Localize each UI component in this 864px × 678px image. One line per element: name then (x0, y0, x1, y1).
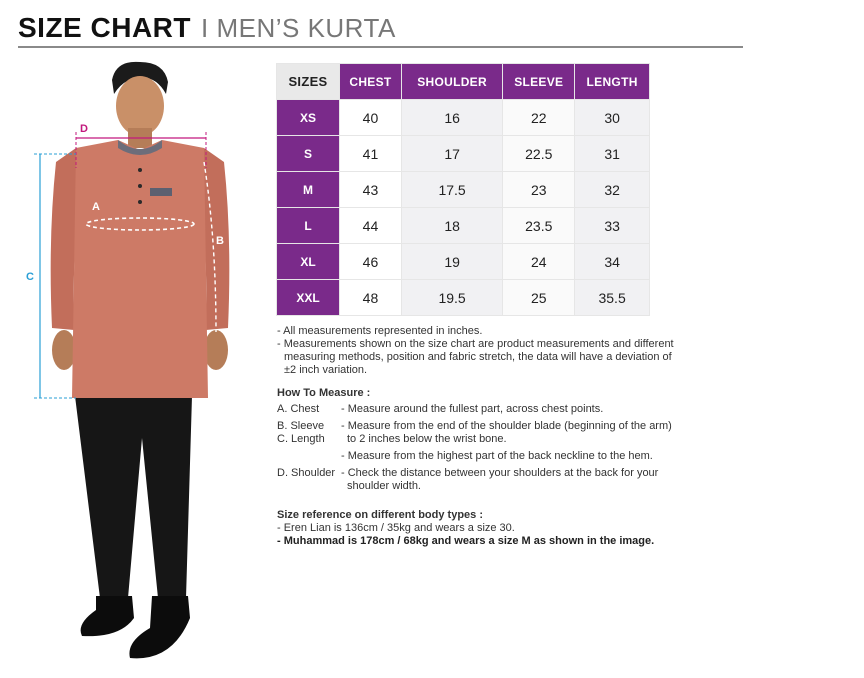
how-to-label: C. Length (277, 433, 325, 445)
table-row (277, 244, 650, 280)
cell-shoulder: 17 (401, 136, 502, 172)
cell-shoulder: 17.5 (401, 172, 502, 208)
cell-chest: 46 (340, 244, 402, 280)
cell-sleeve: 22 (503, 100, 575, 136)
how-to-text: - Measure around the fullest part, across chest points. (341, 403, 604, 415)
cell-sleeve: 22.5 (503, 136, 575, 172)
cell-sleeve: 23.5 (503, 208, 575, 244)
row-size-label: XL (277, 244, 340, 280)
cell-chest: 48 (340, 280, 402, 316)
how-to-text-line: shoulder width. (347, 480, 421, 492)
page-title: SIZE CHART (18, 12, 191, 43)
row-size-label: S (277, 136, 340, 172)
header-divider (18, 46, 743, 48)
how-to-text (341, 467, 737, 493)
model-face (116, 76, 164, 136)
cell-shoulder: 16 (401, 100, 502, 136)
table-row (277, 136, 650, 172)
model-pocket-badge (150, 188, 172, 196)
model-illustration (20, 58, 260, 664)
model-left-hand (52, 330, 76, 370)
model-pants (75, 396, 192, 598)
size-reference-line: - Muhammad is 178cm / 68kg and wears a size M as shown in the image. (277, 535, 655, 547)
cell-length: 30 (575, 100, 650, 136)
model-figure (20, 58, 260, 664)
how-to-item-length (277, 433, 737, 446)
cell-shoulder: 18 (401, 208, 502, 244)
size-table (276, 63, 650, 316)
measure-label-c: C (26, 271, 34, 283)
col-header-chest: CHEST (340, 64, 402, 100)
row-size-label: XS (277, 100, 340, 136)
how-to-text: to 2 inches below the wrist bone. (347, 433, 507, 445)
measure-label-b: B (216, 235, 224, 247)
col-header-sizes: SIZES (277, 64, 340, 100)
cell-length: 35.5 (575, 280, 650, 316)
table-row (277, 280, 650, 316)
how-to-item-chest (277, 403, 737, 416)
col-header-shoulder: SHOULDER (401, 64, 502, 100)
how-to-text-line: - Check the distance between your shoulders at the back for your (341, 467, 659, 479)
note-line: - All measurements represented in inches. (277, 325, 483, 337)
cell-chest: 43 (340, 172, 402, 208)
row-size-label: XXL (277, 280, 340, 316)
measure-label-d: D (80, 123, 88, 135)
note-line: measuring methods, position and fabric stretch, the data will have a deviation of (284, 351, 672, 363)
how-to-title: How To Measure : (277, 387, 371, 399)
col-header-length: LENGTH (575, 64, 650, 100)
how-to-item-sleeve (277, 420, 737, 433)
cell-shoulder: 19.5 (401, 280, 502, 316)
cell-length: 31 (575, 136, 650, 172)
model-kurta (72, 140, 208, 398)
how-to-label (277, 450, 341, 463)
note-line: - Measurements shown on the size chart are product measurements and different (277, 338, 674, 350)
table-row (277, 100, 650, 136)
cell-sleeve: 23 (503, 172, 575, 208)
how-to-item-length-detail (277, 450, 737, 463)
table-row (277, 208, 650, 244)
cell-chest: 44 (340, 208, 402, 244)
cell-length: 34 (575, 244, 650, 280)
how-to-label: D. Shoulder (277, 467, 336, 479)
measure-label-a: A (92, 201, 100, 213)
how-to-measure (277, 387, 737, 493)
how-to-label: A. Chest (277, 403, 320, 415)
cell-length: 33 (575, 208, 650, 244)
row-size-label: M (277, 172, 340, 208)
how-to-text: - Measure from the end of the shoulder blade (beginning of the arm) (341, 420, 672, 432)
cell-shoulder: 19 (401, 244, 502, 280)
size-reference (277, 509, 757, 548)
measurement-notes (277, 325, 737, 377)
cell-sleeve: 25 (503, 280, 575, 316)
model-left-shoe (81, 596, 134, 636)
page-subtitle: I MEN’S KURTA (201, 13, 396, 43)
note-line: ±2 inch variation. (284, 364, 368, 376)
cell-chest: 40 (340, 100, 402, 136)
row-size-label: L (277, 208, 340, 244)
table-header-row (277, 64, 650, 100)
model-right-hand (204, 330, 228, 370)
page-header (18, 12, 742, 48)
table-row (277, 172, 650, 208)
model-right-shoe (129, 596, 190, 658)
how-to-text: - Measure from the highest part of the back neckline to the hem. (341, 450, 653, 462)
col-header-sleeve: SLEEVE (503, 64, 575, 100)
cell-sleeve: 24 (503, 244, 575, 280)
how-to-item-shoulder (277, 467, 737, 493)
how-to-label: B. Sleeve (277, 420, 325, 432)
size-reference-title: Size reference on different body types : (277, 509, 483, 521)
size-reference-line: - Eren Lian is 136cm / 35kg and wears a size 30. (277, 522, 515, 534)
cell-chest: 41 (340, 136, 402, 172)
cell-length: 32 (575, 172, 650, 208)
